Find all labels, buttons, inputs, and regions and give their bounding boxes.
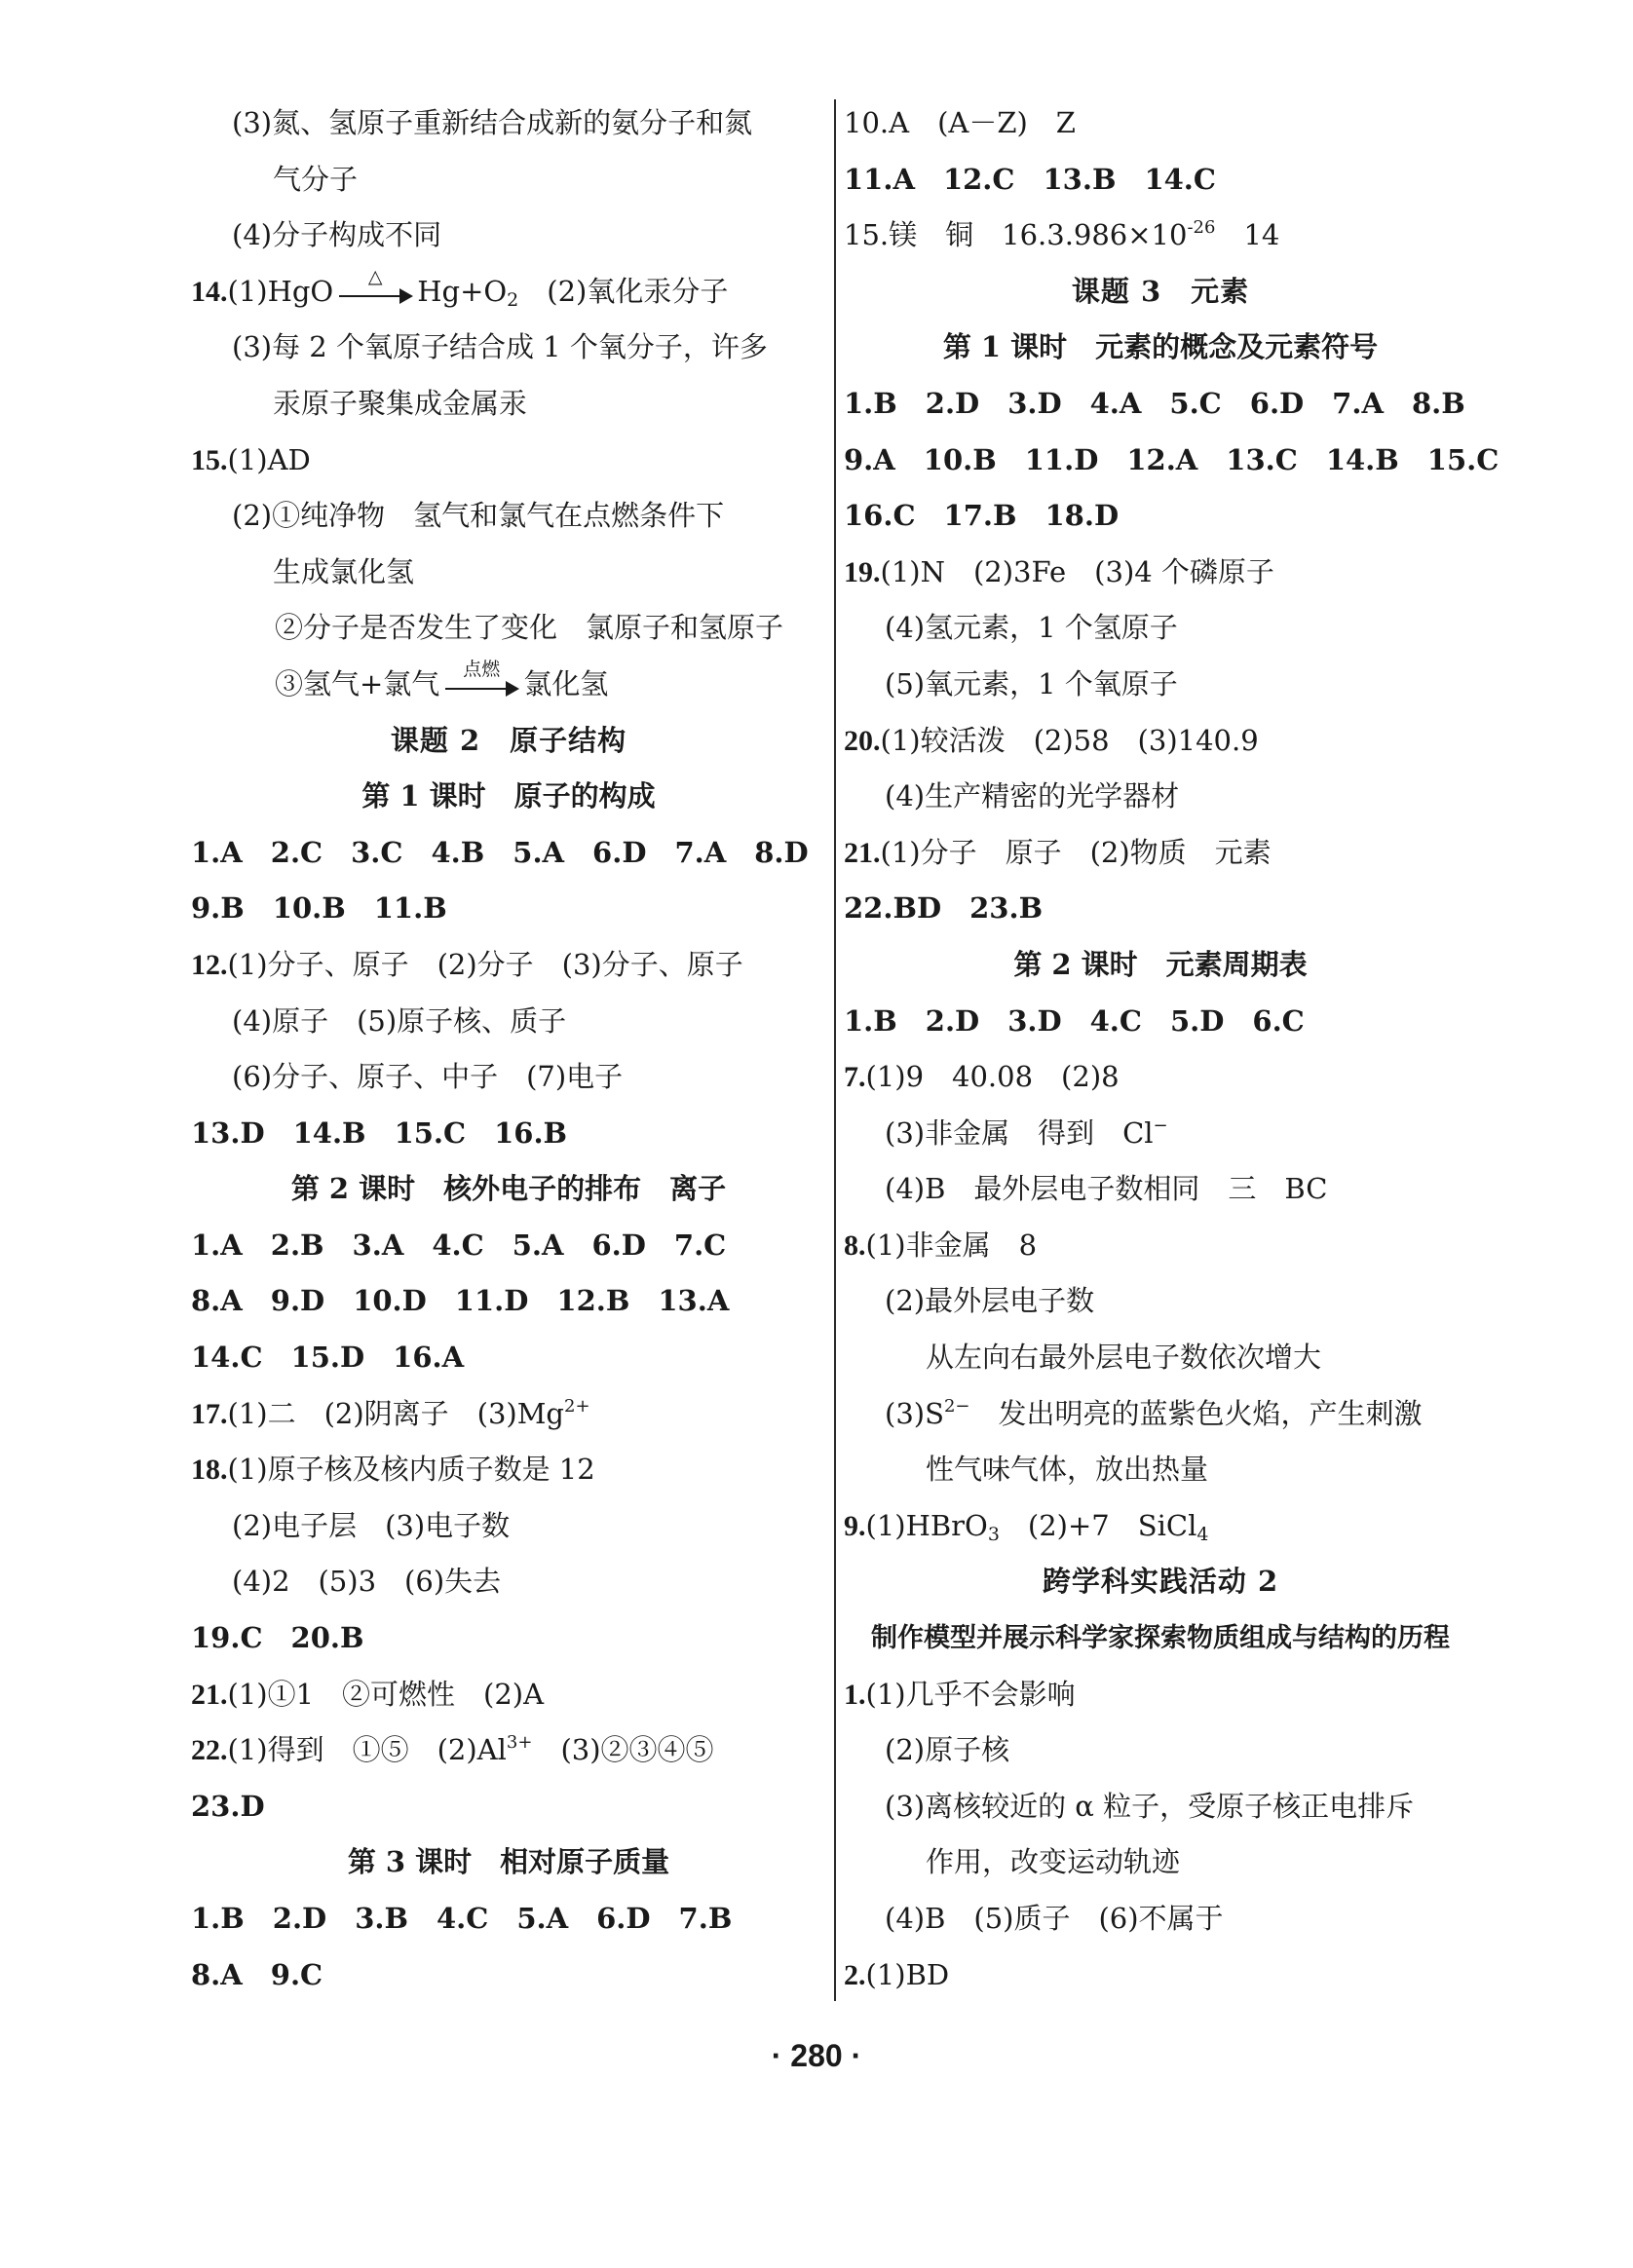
answer-line: 8.A 9.C [191, 1957, 323, 1991]
answer-line: 汞原子聚集成金属汞 [273, 386, 528, 420]
answer-line: 15.镁 铜 $16.3.986\times 10^{-26}$ 14 [844, 217, 1280, 252]
answer-line: 1.B 2.D 3.D 4.C 5.D 6.C [844, 1003, 1305, 1038]
answer-line: (3)离核较近的 α 粒子，受原子核正电排斥 [885, 1789, 1415, 1823]
answer-line: (4)生产精密的光学器材 [885, 779, 1180, 813]
answer-line-14: 14.(1)HgO △ $Hg+O_2$ (2)氧化汞分子 [191, 265, 729, 311]
answer-line: 1.B 2.D 3.B 4.C 5.A 6.D 7.B [191, 1902, 733, 1935]
answer-line: (3)氮、氢原子重新结合成新的氨分子和氮 [232, 106, 753, 139]
answer-line: 23.D [191, 1789, 265, 1823]
answer-line-9: 9.(1)HBrO$_3$ (2)+7 SiCl$_4$ [844, 1508, 1209, 1545]
answer-line-2: 2.(1)BD [844, 1957, 950, 1991]
section-title: 跨学科实践活动 2 [1042, 1565, 1279, 1599]
question-number: 14. [191, 275, 228, 308]
answer-line-7: 7.(1)9 40.08 (2)8 [844, 1060, 1120, 1094]
lesson-title: 第 2 课时 元素周期表 [1013, 947, 1308, 981]
answer-line: 14.C 15.D 16.A [191, 1341, 465, 1375]
answer-line: 22.BD 23.B [844, 891, 1044, 926]
answer-line: 1.A 2.B 3.A 4.C 5.A 6.D 7.C [191, 1228, 727, 1262]
lesson-title: 第 3 课时 相对原子质量 [347, 1845, 670, 1879]
question-number: 15. [191, 443, 228, 476]
answer-line: 9.A 10.B 11.D 12.A 13.C 14.B 15.C [844, 442, 1500, 476]
answer-line-21: 21.(1)①1 ②可燃性 (2)A [191, 1677, 545, 1711]
answer-line: (4)B 最外层电子数相同 三 BC [885, 1172, 1328, 1206]
answer-line: 8.A 9.D 10.D 11.D 12.B 13.A [191, 1284, 730, 1318]
answer-line: (6)分子、原子、中子 (7)电子 [232, 1060, 624, 1094]
answer-line-18: 18.(1)原子核及核内质子数是 12 [191, 1453, 595, 1487]
answer-line: 生成氯化氢 [273, 554, 415, 588]
answer-line: (4)原子 (5)原子核、质子 [232, 1003, 567, 1038]
answer-line-15: 15.(1)AD [191, 442, 311, 476]
answer-line: ②分子是否发生了变化 氯原子和氢原子 [275, 611, 784, 645]
answer-line: 1.B 2.D 3.D 4.A 5.C 6.D 7.A 8.B [844, 386, 1465, 420]
answer-line: (2)原子核 [885, 1733, 1010, 1767]
answer-line: 从左向右最外层电子数依次增大 [926, 1341, 1322, 1375]
answer-line: (2)①纯净物 氢气和氯气在点燃条件下 [232, 499, 725, 533]
answer-line: (4)氢元素，1 个氢原子 [885, 611, 1178, 645]
answer-line: 1.A 2.C 3.C 4.B 5.A 6.D 7.A 8.D [191, 835, 809, 869]
answer-line: (2)最外层电子数 [885, 1284, 1095, 1318]
answer-line: ③氢气+氯气 点燃 氯化氢 [275, 658, 609, 700]
lesson-title: 第 1 课时 元素的概念及元素符号 [942, 330, 1379, 364]
lesson-title: 第 2 课时 核外电子的排布 离子 [290, 1172, 727, 1206]
answer-line: 13.D 14.B 15.C 16.B [191, 1115, 568, 1150]
answer-line: $(3)S^{2-}$ 发出明亮的蓝紫色火焰，产生刺激 [885, 1395, 1423, 1430]
lesson-title: 第 1 课时 原子的构成 [361, 779, 656, 813]
answer-line: (3)非金属 得到 Cl− [885, 1115, 1168, 1150]
answer-line: (2)电子层 (3)电子数 [232, 1508, 511, 1542]
answer-line: 10.A (A－Z) Z [844, 106, 1076, 139]
activity-title: 制作模型并展示科学家探索物质组成与结构的历程 [871, 1623, 1450, 1654]
answer-line: (4)2 (5)3 (6)失去 [232, 1565, 502, 1599]
answer-line-20: 20.(1)较活泼 (2)58 (3)140.9 [844, 723, 1259, 757]
answer-line: 19.C 20.B [191, 1621, 364, 1655]
right-column [844, 95, 1500, 2003]
answer-line: 16.C 17.B 18.D [844, 499, 1120, 533]
answer-line: (4)分子构成不同 [232, 218, 442, 252]
answer-line: (5)氧元素，1 个氧原子 [885, 666, 1178, 700]
answer-line-8: 8.(1)非金属 8 [844, 1228, 1038, 1262]
answer-line-1: 1.(1)几乎不会影响 [844, 1677, 1076, 1711]
answer-line-12: 12.(1)分子、原子 (2)分子 (3)分子、原子 [191, 947, 743, 981]
reaction-arrow-heat: △ [337, 279, 413, 308]
answer-line: 作用，改变运动轨迹 [926, 1845, 1181, 1879]
section-title: 课题 3 元素 [1071, 274, 1250, 308]
section-title: 课题 2 原子结构 [390, 723, 627, 757]
answer-line-19: 19.(1)N (2)3Fe (3)4 个磷原子 [844, 554, 1274, 588]
answer-line: 11.A 12.C 13.B 14.C [844, 162, 1216, 196]
answer-line: 性气味气体，放出热量 [926, 1453, 1209, 1487]
answer-line-22: 22.(1)得到 ①⑤ $(2)Al^{3+}$ (3)②③④⑤ [191, 1732, 714, 1767]
page-number: · 280 · [771, 2038, 862, 2073]
answer-line-17: 17.(1)二 (2)阴离子 $(3)Mg^{2+}$ [191, 1395, 590, 1430]
column-divider [834, 99, 836, 2001]
answer-line: (4)B (5)质子 (6)不属于 [885, 1902, 1224, 1935]
answer-line: 气分子 [273, 162, 359, 196]
answer-line: 9.B 10.B 11.B [191, 891, 447, 926]
answer-line: (3)每 2 个氧原子结合成 1 个氧分子，许多 [232, 330, 768, 364]
reaction-arrow-ignite: 点燃 [443, 671, 519, 700]
answer-line-21: 21.(1)分子 原子 (2)物质 元素 [844, 835, 1272, 869]
left-column [191, 95, 826, 2003]
